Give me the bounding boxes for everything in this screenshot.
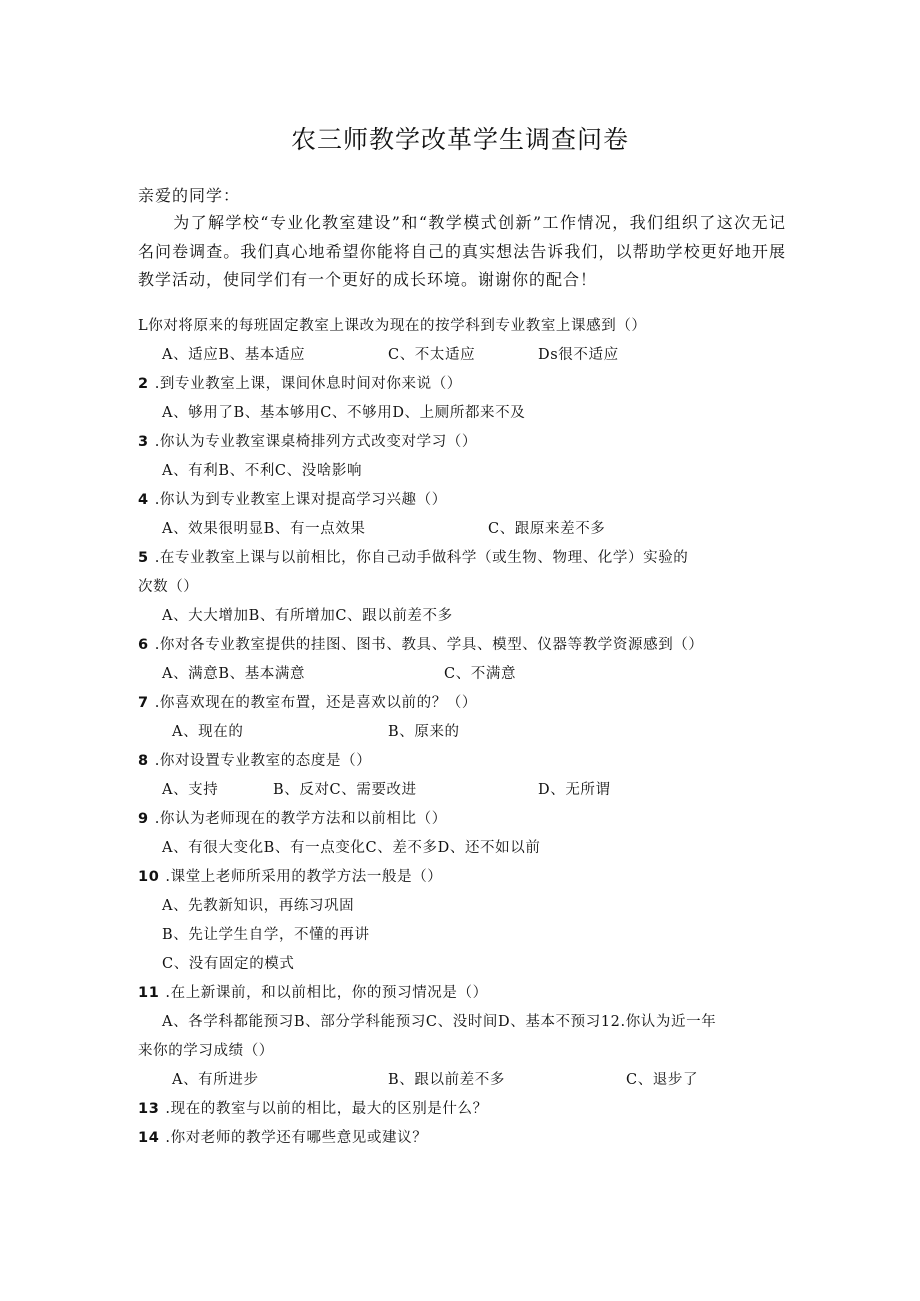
question-11-option: A、各学科都能预习B、部分学科能预习C、没时间D、基本不预习12.你认为近一年 [162, 1014, 717, 1030]
question-number: 3 [138, 434, 149, 450]
question-6-option: A、满意B、基本满意 [162, 666, 306, 682]
question-text: .你认为专业教室课桌椅排列方式改变对学习（） [154, 434, 478, 450]
question-number: 10 [138, 869, 160, 885]
question-8-option: A、支持 [162, 782, 219, 798]
question-1-option: C、不太适应 [388, 347, 476, 363]
question-text: .课堂上老师所采用的教学方法一般是（） [165, 869, 443, 885]
question-2 [138, 370, 462, 398]
question-text: .在上新课前，和以前相比，你的预习情况是（） [165, 985, 488, 1001]
question-9 [138, 805, 447, 833]
question-1 [138, 312, 647, 340]
page-title: 农三师教学改革学生调查问卷 [290, 125, 629, 154]
question-7-option: B、原来的 [388, 724, 460, 740]
question-number: 7 [138, 695, 149, 711]
question-7 [138, 689, 477, 717]
question-text: .你对各专业教室提供的挂图、图书、教具、学具、模型、仪器等教学资源感到（） [154, 637, 704, 653]
question-14 [138, 1124, 427, 1152]
question-4-option: A、效果很明显B、有一点效果 [162, 521, 366, 537]
question-12-option: B、跟以前差不多 [388, 1072, 505, 1088]
question-number: 4 [138, 492, 149, 508]
question-6-option: C、不满意 [444, 666, 517, 682]
question-5 [138, 544, 688, 572]
question-5-continued: 次数（） [138, 579, 199, 595]
question-text: L你对将原来的每班固定教室上课改为现在的按学科到专业教室上课感到（） [138, 318, 647, 334]
salutation: 亲爱的同学： [138, 186, 241, 205]
question-number: 8 [138, 753, 149, 769]
question-text: .你喜欢现在的教室布置，还是喜欢以前的？（） [154, 695, 478, 711]
question-8-option: B、反对C、需要改进 [273, 782, 417, 798]
question-number: 2 [138, 376, 149, 392]
question-10-option: B、先让学生自学，不懂的再讲 [162, 927, 370, 943]
question-number: 5 [138, 550, 149, 566]
question-text: .现在的教室与以前的相比，最大的区别是什么？ [165, 1101, 488, 1117]
question-5-option: A、大大增加B、有所增加C、跟以前差不多 [162, 608, 453, 624]
question-8-option: D、无所谓 [538, 782, 611, 798]
question-1-option: A、适应B、基本适应 [162, 347, 306, 363]
question-8 [138, 747, 371, 775]
question-4-option: C、跟原来差不多 [488, 521, 606, 537]
question-4 [138, 486, 447, 514]
question-text: .你认为老师现在的教学方法和以前相比（） [154, 811, 447, 827]
question-12-option: C、退步了 [626, 1072, 699, 1088]
question-number: 11 [138, 985, 160, 1001]
question-12-text: 来你的学习成绩（） [138, 1043, 274, 1059]
question-text: .你对设置专业教室的态度是（） [154, 753, 372, 769]
question-3-option: A、有利B、不利C、没啥影响 [162, 463, 363, 479]
question-10 [138, 863, 442, 891]
question-3 [138, 428, 477, 456]
question-number: 14 [138, 1130, 160, 1146]
question-1-option: Ds很不适应 [538, 347, 619, 363]
question-9-option: A、有很大变化B、有一点变化C、差不多D、还不如以前 [162, 840, 541, 856]
question-2-option: A、够用了B、基本够用C、不够用D、上厕所都来不及 [162, 405, 526, 421]
question-11 [138, 979, 488, 1007]
question-text: .你认为到专业教室上课对提高学习兴趣（） [154, 492, 447, 508]
question-text: .到专业教室上课，课间休息时间对你来说（） [154, 376, 462, 392]
question-number: 9 [138, 811, 149, 827]
question-7-option: A、现在的 [172, 724, 244, 740]
question-text: .在专业教室上课与以前相比，你自己动手做科学（或生物、物理、化学）实验的 [154, 550, 689, 566]
question-13 [138, 1095, 488, 1123]
question-text: .你对老师的教学还有哪些意见或建议？ [165, 1130, 428, 1146]
question-number: 6 [138, 637, 149, 653]
question-12-option: A、有所进步 [172, 1072, 259, 1088]
intro-paragraph: 为了解学校“专业化教室建设”和“教学模式创新”工作情况，我们组织了这次无记名问卷调查。我们真心地希望你能将自己的真实想法告诉我们，以帮助学校更好地开展教学活动，使同学们有一个更好的成长环境。谢谢你的配合！ [138, 213, 786, 289]
question-10-option: A、先教新知识，再练习巩固 [162, 898, 355, 914]
question-6 [138, 631, 704, 659]
question-10-option: C、没有固定的模式 [162, 956, 295, 972]
question-number: 13 [138, 1101, 160, 1117]
